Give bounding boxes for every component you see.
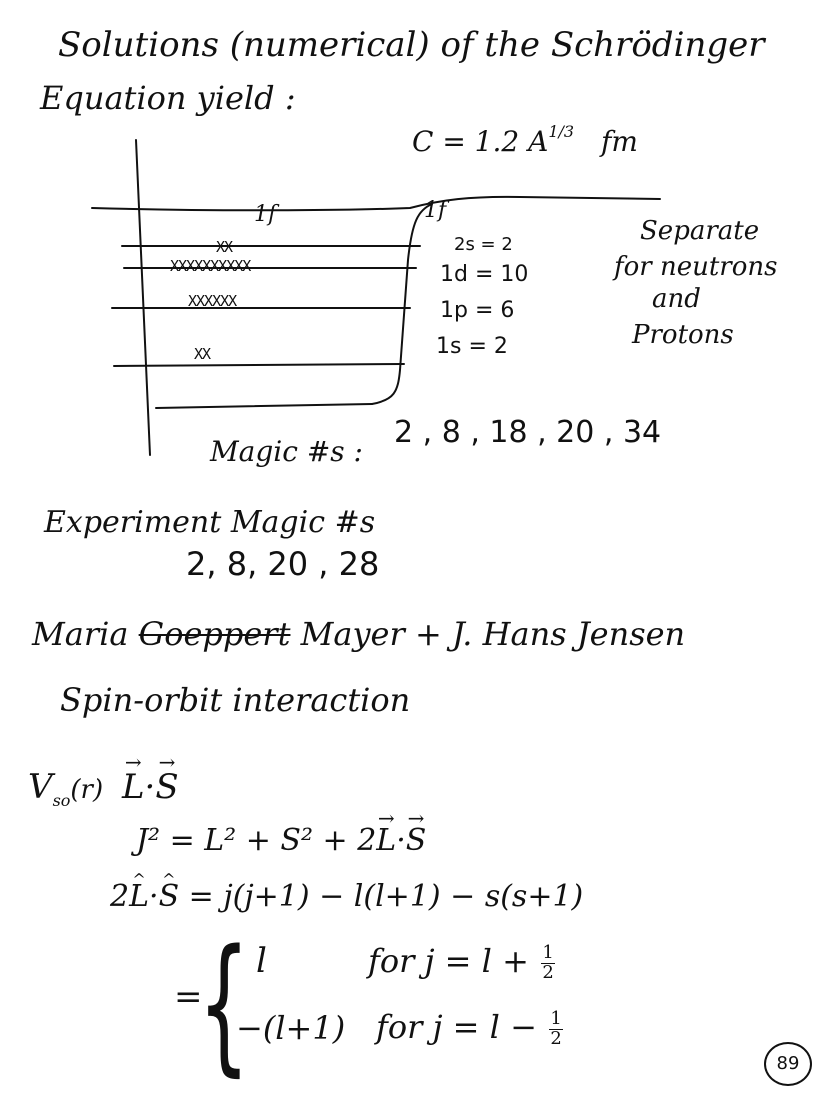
authors-line — [32, 615, 686, 653]
level-top-right-label: 1f — [424, 198, 447, 223]
left-brace: { — [198, 918, 250, 1090]
experiment-magic-numbers: 2, 8, 20 , 28 — [186, 545, 380, 583]
author-rest: Mayer + J. Hans Jensen — [300, 615, 686, 653]
radius-unit: fm — [601, 125, 638, 158]
case-1-fraction — [541, 944, 555, 983]
occupancy-1p: XXXXXX — [188, 292, 237, 310]
spin-orbit-potential — [28, 767, 179, 810]
heading-line-2: Equation yield : — [40, 79, 296, 117]
state-1s: 1s = 2 — [436, 334, 508, 359]
eq2-hat-s: ^ S — [159, 882, 180, 912]
case-2-fraction — [549, 1010, 563, 1049]
dot-operator: · — [144, 767, 156, 807]
equation-ls — [110, 879, 584, 914]
case-1-frac-num: 1 — [542, 942, 554, 963]
author-struck-name: Goeppert — [138, 615, 291, 653]
occupancy-1s: XX — [194, 345, 211, 363]
well-wall — [372, 204, 432, 404]
eq1-text: J² = L² + S² + 2 — [136, 823, 377, 858]
side-note-line-1: Separate — [640, 216, 760, 246]
side-note-line-2: for neutrons — [614, 252, 778, 282]
heading-line-1: Solutions (numerical) of the Schrödinger — [58, 25, 765, 65]
page-number: 89 — [764, 1042, 812, 1086]
vector-s: → S — [155, 770, 178, 804]
radius-exponent: 1/3 — [548, 122, 575, 141]
equals-sign: = — [174, 977, 203, 1017]
eq1-vector-l: → L — [376, 826, 396, 856]
state-2s: 2s = 2 — [454, 234, 513, 255]
case-2-value: −(l+1) — [236, 1009, 346, 1047]
state-1d: 1d = 10 — [440, 262, 529, 287]
case-1-value: l — [256, 941, 267, 981]
level-line-1s — [114, 364, 404, 366]
eq1-dot: · — [396, 823, 406, 858]
eq2-hat-l: ^ L — [129, 882, 149, 912]
author-first-name: Maria — [32, 615, 129, 653]
case-2-frac-num: 1 — [550, 1008, 562, 1029]
eq2-lhs: 2 — [110, 879, 130, 914]
potential-v: V — [28, 767, 53, 807]
case-1-condition-text: for j = l + — [368, 941, 529, 980]
level-line-1f — [92, 197, 660, 210]
equation-j-squared — [136, 823, 427, 858]
spin-orbit-title: Spin-orbit interaction — [60, 681, 411, 719]
predicted-magic-numbers: 2 , 8 , 18 , 20 , 34 — [394, 415, 662, 450]
vector-l: → L — [122, 770, 145, 804]
side-note-line-4: Protons — [632, 320, 734, 350]
case-1-frac-den: 2 — [542, 961, 554, 983]
case-2-frac-den: 2 — [550, 1027, 562, 1049]
state-1p: 1p = 6 — [440, 298, 515, 323]
eq1-vector-s: → S — [406, 826, 427, 856]
occupancy-2s: XX — [216, 238, 233, 256]
case-1-condition — [368, 941, 555, 983]
level-top-left-label: 1f — [254, 202, 277, 227]
well-bottom — [156, 404, 372, 408]
case-2-condition-text: for j = l − — [376, 1007, 537, 1046]
experiment-magic-label: Experiment Magic #s — [44, 505, 376, 540]
predicted-magic-label: Magic #s : — [210, 435, 363, 468]
radius-formula-text: C = 1.2 A — [412, 125, 549, 158]
eq2-rhs: = j(j+1) − l(l+1) − s(s+1) — [188, 879, 584, 914]
eq2-dot: · — [149, 879, 159, 914]
potential-arg: (r) — [70, 775, 104, 805]
potential-sub: so — [52, 790, 71, 810]
occupancy-1d: XXXXXXXXXX — [170, 257, 251, 275]
case-2-condition — [376, 1007, 563, 1049]
side-note-line-3: and — [652, 284, 701, 314]
energy-axis — [136, 140, 150, 455]
